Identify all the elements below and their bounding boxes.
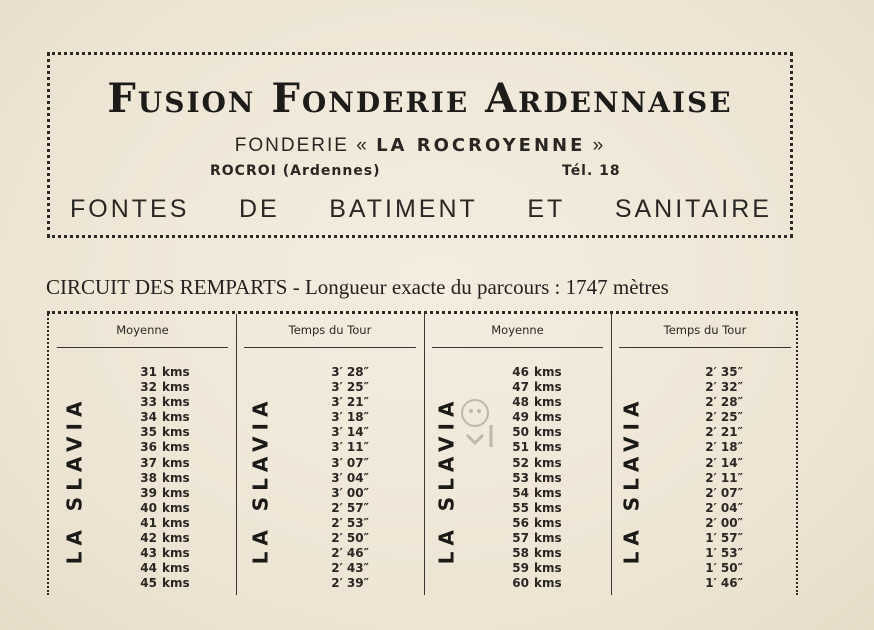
lap-time-value: 3′ 28″ [331, 365, 369, 379]
speed-row [507, 531, 587, 546]
lap-time-value: 3′ 07″ [331, 455, 369, 470]
lap-time-value: 2′ 07″ [705, 485, 743, 500]
lap-time-value: 3′ 25″ [331, 380, 369, 395]
ad-city: ROCROI (Ardennes) [210, 163, 381, 179]
brand-label: LA SLAVIA [619, 395, 644, 565]
lap-time-value: 2′ 43″ [331, 561, 369, 576]
speed-value: 50 [512, 425, 529, 440]
lap-time-value: 1′ 57″ [705, 531, 743, 546]
ad-tagline-word: ET [527, 195, 566, 223]
speed-unit: kms [534, 380, 562, 395]
speed-unit: kms [534, 515, 562, 530]
speed-value: 59 [512, 561, 529, 576]
brand-label: LA SLAVIA [62, 395, 87, 565]
lap-time-value: 3′ 04″ [331, 470, 369, 485]
speed-value: 32 [140, 380, 157, 395]
speed-unit: kms [162, 365, 190, 379]
speed-value: 45 [140, 576, 157, 591]
lap-time-value: 2′ 57″ [331, 500, 369, 515]
lap-time-value: 2′ 53″ [331, 515, 369, 530]
speed-row [135, 471, 215, 486]
speed-value: 42 [140, 531, 157, 546]
lap-time-value: 2′ 04″ [705, 500, 743, 515]
speed-value: 35 [140, 425, 157, 440]
speed-value: 49 [512, 410, 529, 425]
speed-unit: kms [534, 561, 562, 576]
speed-row [507, 425, 587, 440]
speed-unit: kms [162, 531, 190, 546]
lap-time-value: 2′ 11″ [705, 470, 743, 485]
header-rule [57, 347, 228, 348]
ad-subtitle-prefix: FONDERIE « [234, 135, 369, 156]
lap-time-value: 3′ 00″ [331, 485, 369, 500]
speed-value: 54 [512, 485, 529, 500]
column-divider [236, 314, 237, 595]
ad-tagline-word: SANITAIRE [614, 195, 772, 223]
speed-value: 33 [140, 395, 157, 410]
speed-unit: kms [534, 395, 562, 410]
lap-time-value: 2′ 39″ [331, 576, 369, 591]
speed-value: 48 [512, 395, 529, 410]
speed-row [135, 365, 215, 380]
speed-unit: kms [534, 440, 562, 455]
speed-row [135, 531, 215, 546]
speed-row [507, 516, 587, 531]
ad-tagline-word: DE [238, 195, 280, 223]
lap-time-value: 2′ 21″ [705, 425, 743, 440]
speed-unit: kms [162, 546, 190, 561]
speed-unit: kms [162, 561, 190, 576]
lap-time-table [47, 311, 798, 595]
speed-value: 36 [140, 440, 157, 455]
speed-unit: kms [162, 500, 190, 515]
speed-row [507, 576, 587, 591]
speed-unit: kms [534, 365, 562, 379]
speed-row [507, 365, 587, 380]
speed-value: 37 [140, 455, 157, 470]
speed-row [135, 576, 215, 591]
speed-value: 43 [140, 546, 157, 561]
speed-unit: kms [162, 455, 190, 470]
ad-subtitle-suffix: » [592, 135, 606, 156]
speed-row [135, 425, 215, 440]
ad-tagline-word: BATIMENT [329, 195, 478, 223]
speed-row [135, 380, 215, 395]
speed-unit: kms [534, 546, 562, 561]
speed-value: 56 [512, 515, 529, 530]
lap-time-value: 2′ 18″ [705, 440, 743, 455]
lap-time-value: 2′ 14″ [705, 455, 743, 470]
speed-row [135, 501, 215, 516]
lap-time-value: 1′ 50″ [705, 561, 743, 576]
speed-unit: kms [162, 425, 190, 440]
ad-tagline [70, 195, 772, 224]
speed-unit: kms [534, 410, 562, 425]
speed-unit: kms [534, 425, 562, 440]
speed-row [507, 456, 587, 471]
speed-row [135, 440, 215, 455]
speed-value: 38 [140, 470, 157, 485]
speed-unit: kms [534, 455, 562, 470]
ad-title: Fusion Fonderie Ardennaise [107, 75, 733, 122]
brand-label: LA SLAVIA [434, 395, 459, 565]
ad-telephone: Tél. 18 [562, 163, 621, 179]
lap-time-value: 3′ 11″ [331, 440, 369, 455]
speed-unit: kms [162, 380, 190, 395]
watermark-stamp [455, 395, 503, 455]
lap-time-value: 2′ 35″ [705, 365, 743, 379]
speed-value: 39 [140, 485, 157, 500]
column-divider [611, 314, 612, 595]
speed-unit: kms [534, 531, 562, 546]
speed-value: 41 [140, 515, 157, 530]
speed-value: 46 [512, 365, 529, 379]
speed-row [507, 395, 587, 410]
lap-time-value: 2′ 25″ [705, 410, 743, 425]
lap-time-value: 1′ 46″ [705, 576, 743, 591]
ad-subtitle [50, 135, 790, 157]
speed-row [507, 410, 587, 425]
advertisement-box [47, 52, 793, 238]
speed-row [507, 380, 587, 395]
lap-time-value: 3′ 14″ [331, 425, 369, 440]
speed-value: 60 [512, 576, 529, 591]
speed-row [507, 546, 587, 561]
speed-unit: kms [534, 500, 562, 515]
lap-time-value: 2′ 00″ [705, 515, 743, 530]
ad-subtitle-name: LA ROCROYENNE [376, 135, 586, 156]
speed-value: 55 [512, 500, 529, 515]
lap-time-column-right [661, 365, 743, 591]
speed-row [135, 395, 215, 410]
speed-value: 52 [512, 455, 529, 470]
circuit-heading: CIRCUIT DES REMPARTS - Longueur exacte du parcours : 1747 mètres [46, 275, 669, 299]
speed-row [507, 471, 587, 486]
lap-time-value: 3′ 18″ [331, 410, 369, 425]
speed-value: 57 [512, 531, 529, 546]
speed-row [507, 561, 587, 576]
speed-unit: kms [162, 395, 190, 410]
column-header-speed: Moyenne [116, 323, 169, 337]
header-rule [244, 347, 416, 348]
lap-time-value: 2′ 32″ [705, 380, 743, 395]
speed-unit: kms [162, 485, 190, 500]
speed-row [135, 561, 215, 576]
speed-unit: kms [162, 470, 190, 485]
brand-label: LA SLAVIA [248, 395, 273, 565]
speed-value: 51 [512, 440, 529, 455]
speed-row [135, 516, 215, 531]
column-header-lap-time: Temps du Tour [288, 323, 372, 337]
speed-value: 53 [512, 470, 529, 485]
speed-unit: kms [162, 440, 190, 455]
column-header-speed: Moyenne [491, 323, 544, 337]
lap-time-value: 3′ 21″ [331, 395, 369, 410]
header-rule [619, 347, 791, 348]
speed-value: 44 [140, 561, 157, 576]
speed-row [507, 486, 587, 501]
speed-unit: kms [162, 515, 190, 530]
lap-time-value: 2′ 28″ [705, 395, 743, 410]
lap-time-value: 2′ 46″ [331, 546, 369, 561]
speed-unit: kms [534, 576, 562, 591]
speed-value: 34 [140, 410, 157, 425]
speed-column-left [135, 365, 215, 591]
speed-row [507, 501, 587, 516]
lap-time-column-left [289, 365, 369, 591]
speed-value: 31 [140, 365, 157, 379]
speed-unit: kms [534, 485, 562, 500]
lap-time-value: 1′ 53″ [705, 546, 743, 561]
speed-unit: kms [162, 576, 190, 591]
speed-column-right [507, 365, 587, 591]
speed-value: 40 [140, 500, 157, 515]
speed-unit: kms [534, 470, 562, 485]
ad-tagline-word: FONTES [70, 195, 190, 223]
column-header-lap-time: Temps du Tour [663, 323, 747, 337]
speed-row [507, 440, 587, 455]
speed-value: 47 [512, 380, 529, 395]
speed-value: 58 [512, 546, 529, 561]
column-divider [424, 314, 425, 595]
speed-unit: kms [162, 410, 190, 425]
speed-row [135, 546, 215, 561]
speed-row [135, 456, 215, 471]
header-rule [432, 347, 603, 348]
speed-row [135, 486, 215, 501]
speed-row [135, 410, 215, 425]
lap-time-value: 2′ 50″ [331, 531, 369, 546]
